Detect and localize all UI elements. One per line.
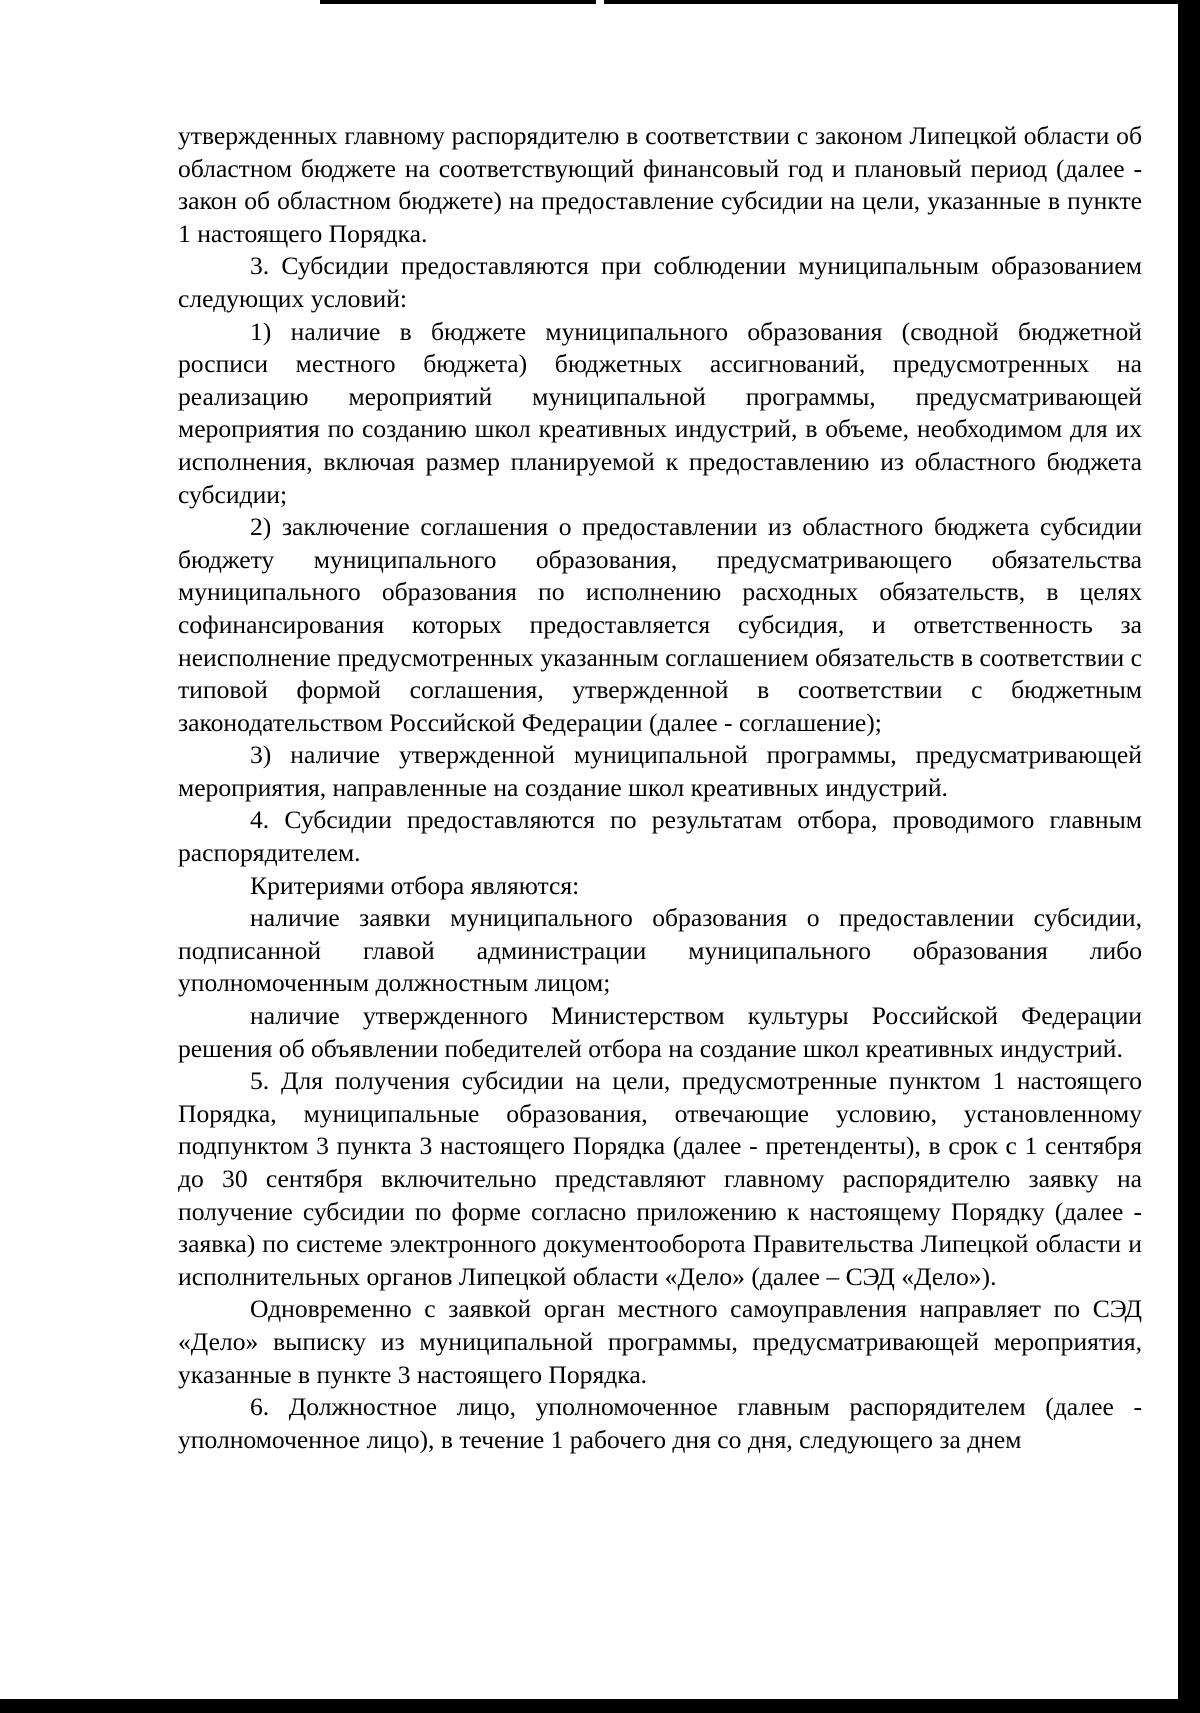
paragraph-item-3: 3. Субсидии предоставляются при соблюдении муниципальным образованием следующих условий:: [178, 251, 1142, 313]
scan-bottom-edge: [0, 1699, 1200, 1713]
paragraph-item-6: 6. Должностное лицо, уполномоченное главным распорядителем (далее - уполномоченное лицо), в течение 1 рабочего дня со дня, следующего за днем: [178, 1392, 1142, 1454]
scan-top-border-right: [604, 0, 1200, 4]
paragraph-item-4: 4. Субсидии предоставляются по результатам отбора, проводимого главным распорядителем.: [178, 805, 1142, 868]
scan-top-border-left: [320, 0, 596, 4]
paragraph-subitem-3: 3) наличие утвержденной муниципальной программы, предусматривающей мероприятия, направленные на создание школ креативных индустрий.: [178, 740, 1142, 802]
paragraph-continuation: утвержденных главному распорядителю в соответствии с законом Липецкой области об областном бюджете на соответствующий финансовый год и плановый период (далее - закон об областном бюджете) на предоставление субсидии на цели, указанные в пункте 1 настоящего Порядка.: [178, 121, 1142, 248]
paragraph-criteria-heading: Критериями отбора являются:: [250, 870, 580, 900]
paragraph-item-5-continuation: Одновременно с заявкой орган местного самоуправления направляет по СЭД «Дело» выписку из муниципальной программы, предусматривающей мероприятия, указанные в пункте 3 настоящего Порядка.: [178, 1294, 1142, 1389]
document-body: [178, 120, 1142, 1456]
scan-right-edge: [1178, 0, 1200, 1713]
paragraph-criterion-2: наличие утвержденного Министерством культуры Российской Федерации решения об объявлении победителей отбора на создание школ креативных индустрий.: [178, 1001, 1142, 1063]
paragraph-item-5: 5. Для получения субсидии на цели, предусмотренные пунктом 1 настоящего Порядка, муниципальные образования, отвечающие условию, установленному подпунктом 3 пункта 3 настоящего Порядка (далее - претенденты), в срок с 1 сентября до 30 сентября включительно представляют главному распорядителю заявку на получение субсидии по форме согласно приложению к настоящему Порядку (далее - заявка) по системе электронного документооборота Правительства Липецкой области и исполнительных органов Липецкой области «Дело» (далее – СЭД «Дело»).: [178, 1066, 1142, 1291]
paragraph-subitem-1: 1) наличие в бюджете муниципального образования (сводной бюджетной росписи местного бюджета) бюджетных ассигнований, предусмотренных на реализацию мероприятий муниципальной программы, предусматривающей мероприятия по созданию школ креативных индустрий, в объеме, необходимом для их исполнения, включая размер планируемой к предоставлению из областного бюджета субсидии;: [178, 316, 1142, 509]
paragraph-criterion-1: наличие заявки муниципального образования о предоставлении субсидии, подписанной главой администрации муниципального образования либо уполномоченным должностным лицом;: [178, 903, 1142, 998]
paragraph-subitem-2: 2) заключение соглашения о предоставлении из областного бюджета субсидии бюджету муниципального образования, предусматривающего обязательства муниципального образования по исполнению расходных обязательств, в целях софинансирования которых предоставляется субсидия, и ответственность за неисполнение предусмотренных указанным соглашением обязательств в соответствии с типовой формой соглашения, утвержденной в соответствии с бюджетным законодательством Российской Федерации (далее - соглашение);: [178, 512, 1142, 737]
